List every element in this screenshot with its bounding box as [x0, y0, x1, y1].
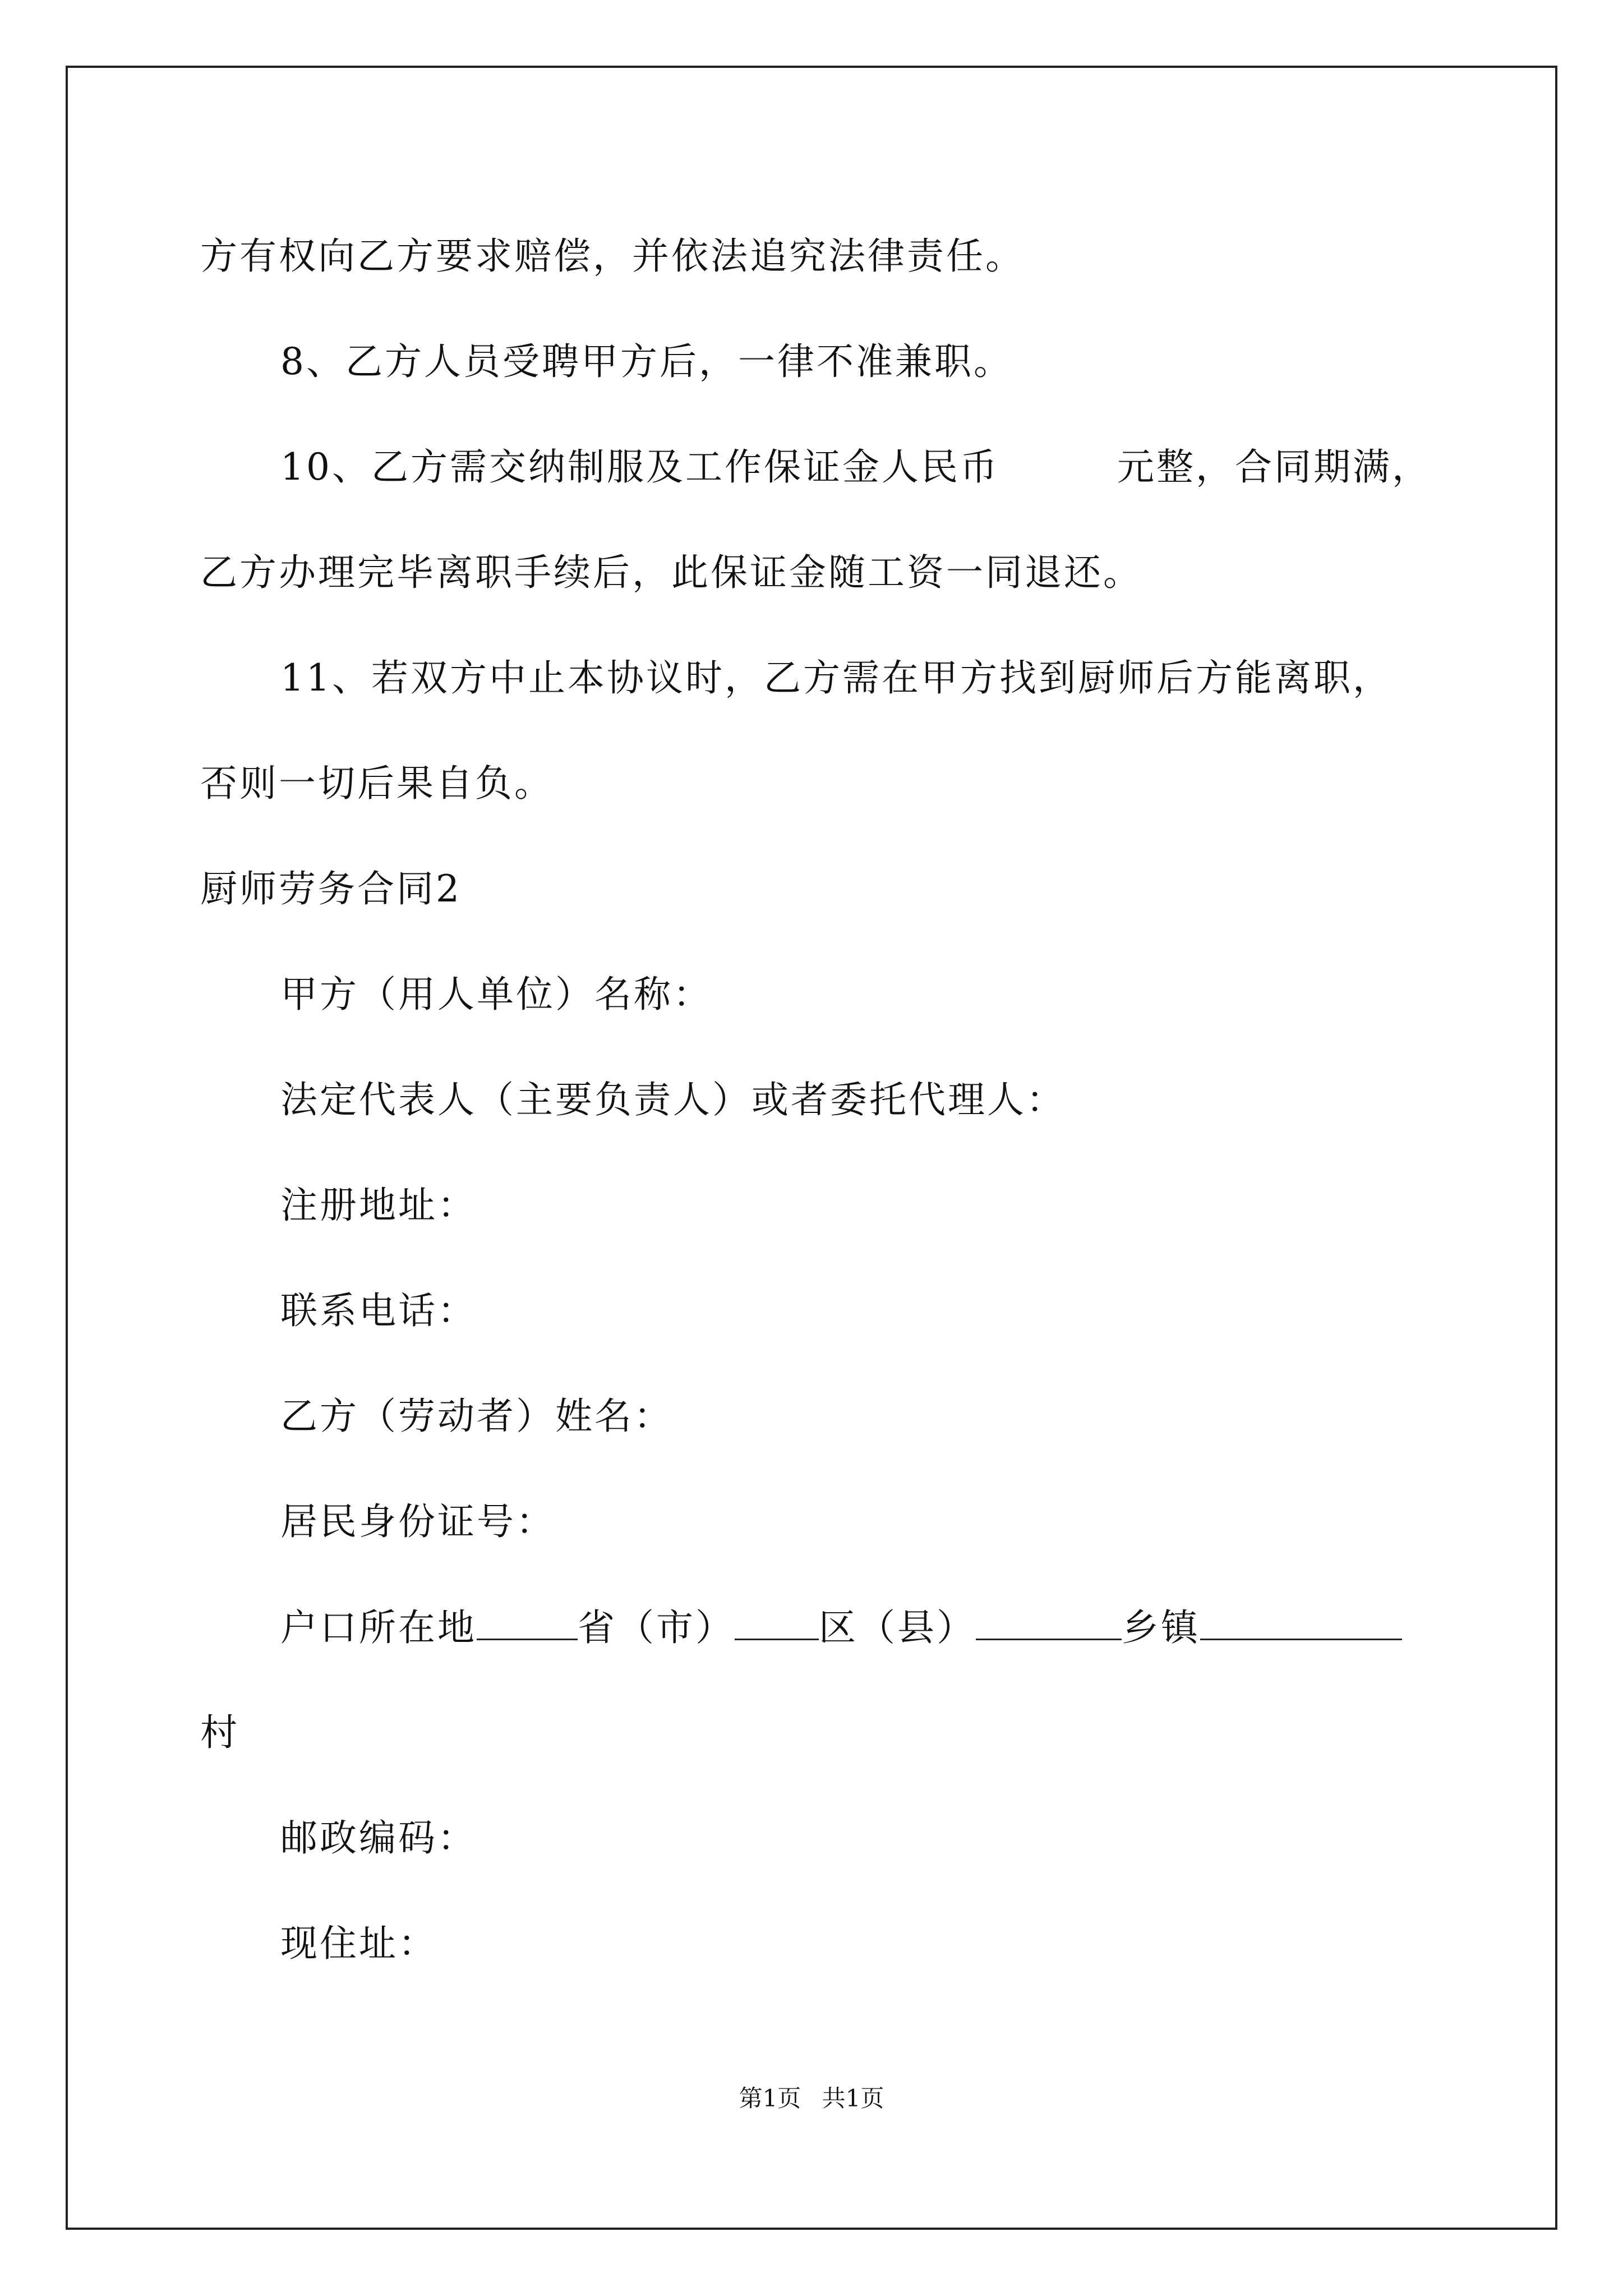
page-total: 共1页	[822, 2085, 884, 2112]
hukou-label: 户口所在地	[280, 1606, 477, 1649]
field-hukou	[280, 1605, 1402, 1650]
paragraph-clause-10	[280, 445, 1431, 490]
hukou-district-blank	[735, 1605, 819, 1640]
paragraph-clause-11-cont: 否则一切后果自负。	[200, 762, 554, 805]
field-current-address: 现住址：	[280, 1922, 437, 1965]
field-postal-code: 邮政编码：	[280, 1816, 477, 1860]
clause-10-text-end: 元整，合同期满，	[1117, 445, 1431, 489]
field-hukou-village: 村	[200, 1711, 239, 1754]
hukou-province-label: 省（市）	[578, 1606, 735, 1649]
field-legal-rep: 法定代表人（主要负责人）或者委托代理人：	[280, 1078, 1066, 1121]
paragraph-line-1: 方有权向乙方要求赔偿，并依法追究法律责任。	[200, 234, 1025, 278]
clause-10-text: 10、乙方需交纳制服及工作保证金人民币	[280, 445, 999, 489]
hukou-village-blank	[1200, 1605, 1402, 1640]
page-border	[66, 66, 1557, 2230]
page-number: 第1页	[739, 2085, 801, 2112]
section-title: 厨师劳务合同2	[200, 867, 462, 910]
field-party-b-name: 乙方（劳动者）姓名：	[280, 1395, 673, 1438]
paragraph-clause-8: 8、乙方人员受聘甲方后，一律不准兼职。	[280, 340, 1013, 383]
hukou-town-blank	[976, 1605, 1122, 1640]
paragraph-clause-10-cont: 乙方办理完毕离职手续后，此保证金随工资一同退还。	[200, 551, 1142, 594]
field-party-a-name: 甲方（用人单位）名称：	[280, 973, 712, 1016]
paragraph-clause-11: 11、若双方中止本协议时，乙方需在甲方找到厨师后方能离职，	[280, 656, 1392, 700]
field-phone: 联系电话：	[280, 1289, 477, 1332]
hukou-district-label: 区（县）	[819, 1606, 976, 1649]
hukou-province-blank	[477, 1605, 578, 1640]
hukou-town-label: 乡镇	[1122, 1606, 1200, 1649]
field-registered-address: 注册地址：	[280, 1184, 477, 1227]
field-id-number: 居民身份证号：	[280, 1500, 555, 1543]
page-footer	[0, 2085, 1623, 2113]
